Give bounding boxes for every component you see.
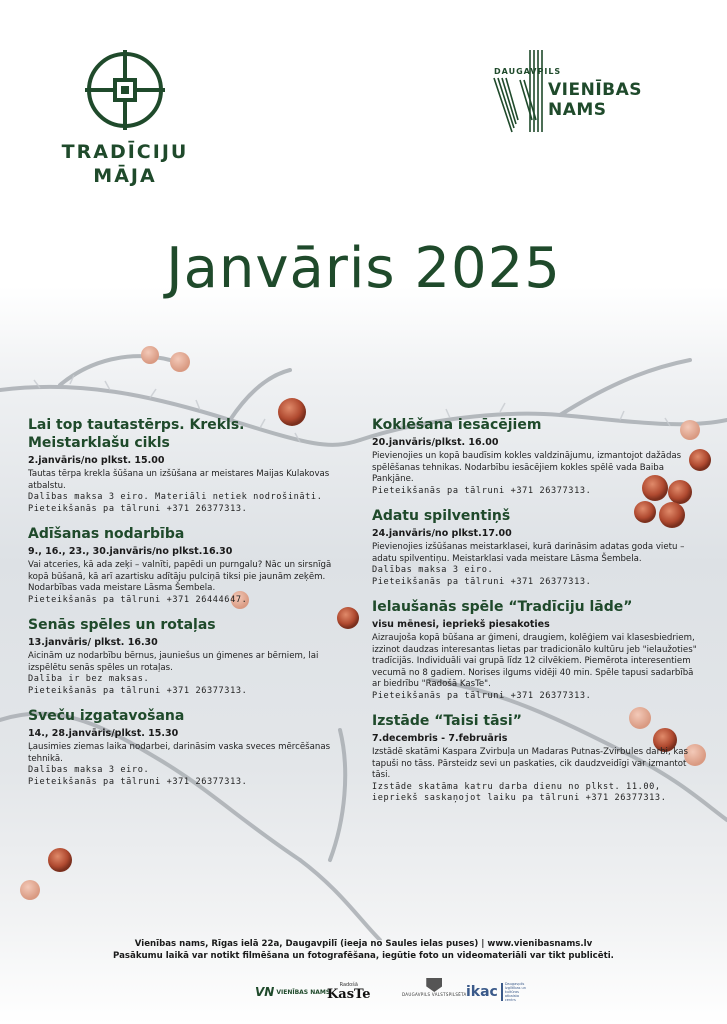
vienibas-nams-city: DAUGAVPILS [494,67,562,76]
event-description: Izstādē skatāmi Kaspara Zvirbuļa un Madaras Putnas-Zvirbules darbi, kas tapuši no tāss. Pārsteidz sevi un paskaties, cik daudzveidīgi var izmantot tāsi. [372,747,688,780]
event-note: Pieteikšanās pa tālruni +371 26444647. [28,594,248,605]
event-title: Ielaušanās spēle “Tradīciju lāde” [372,599,633,615]
event-title: Lai top tautastērps. Krekls. Meistarklašu cikls [28,417,245,451]
event-description: Ļausimies ziemas laika nodarbei, darināsim vaska sveces mērcēšanas tehnikā. [28,742,331,764]
event-note: Dalības maksa 3 eiro. [372,565,494,575]
event-date: visu mēnesi, iepriekš piesakoties [372,619,550,630]
partner-logos [0,978,727,1008]
event-date: 7.decembris - 7.februāris [372,733,508,744]
event-title: Koklēšana iesācējiem [372,417,542,433]
vienibas-nams-name: VIENĪBAS NAMS [548,80,643,120]
event-title: Sveču izgatavošana [28,708,185,724]
footer [0,938,727,962]
event-note: Izstāde skatāma katru darba dienu no plkst. 11.00, iepriekš saskaņojot laiku pa tālruni +371 26377313. [372,781,667,803]
event-note: Pieteikšanās pa tālruni +371 26377313. [372,485,592,496]
event-description: Aicinām uz nodarbību bērnus, jauniešus un ģimenes ar bērniem, lai izspēlētu senās spēles un rotaļas. [28,651,319,673]
event-note: Pieteikšanās pa tālruni +371 26377313. [28,503,248,514]
footer-address: Vienības nams, Rīgas ielā 22a, Daugavpilī (ieeja no Saules ielas puses) | www.vienibasnams.lv [134,939,593,949]
partner-radosa-kaste-logo [327,978,371,1006]
event-description: Pievienojies izšūšanas meistarklasei, kurā darināsim adatas goda vietu – adatu spilventiņu. Meistarklasi vada meistare Lāsma Šembela. [372,542,685,564]
event-note: Pieteikšanās pa tālruni +371 26377313. [28,685,248,696]
event-koklesana [372,416,702,497]
event-description: Vai atceries, kā ada zeķi – valnīti, papēdi un purngalu? Nāc un sirsnīgā kopā būšanā, kā arī azartisku adītāju pulciņā tiksi pie jaunām zeķēm. Nodarbības vada meistare Lāsma Šembela. [28,560,332,593]
tradiciju-maja-logo [60,48,190,188]
events-left-column [28,416,348,798]
event-description: Tautas tērpa krekla šūšana un izšūšana ar meistares Maijas Kulakovas atbalstu. [28,469,330,491]
event-tradiciju-lade [372,598,702,702]
kaste-small-text: Radošā [339,982,358,988]
footer-disclaimer: Pasākumu laikā var notikt filmēšana un fotografēšana, iegūtie foto un videomateriāli var tikt publicēti. [113,951,614,961]
event-title: Adatu spilventiņš [372,508,511,524]
event-description: Aizraujoša kopā būšana ar ģimeni, draugiem, kolēģiem vai klasesbiedriem, izzinot daudzas interesantas lietas par tradicionālo kultūru jeb "ielaužoties" tradīcijās. Individuāli vai grupā līdz 12 cilvēkiem. Piemērota interesentiem vecumā no 8 gadiem. Norises ilgums vidēji 40 min. Spēle tapusi sadarbībā ar biedrību "Radošā KasTe". [372,633,697,689]
vn-mark: VN [255,985,275,999]
event-adisana [28,525,348,606]
event-date: 14., 28.janvāris/plkst. 15.30 [28,728,179,739]
event-senas-speles [28,616,348,697]
event-svecu-izgatavosana [28,707,348,788]
kaste-main-text: KasTe [327,987,371,1002]
event-title: Izstāde “Taisi tāsi” [372,713,522,729]
event-date: 2.janvāris/no plkst. 15.00 [28,455,165,466]
event-date: 20.janvāris/plkst. 16.00 [372,437,499,448]
vn-monogram-icon [492,50,552,140]
event-note: Dalība ir bez maksas. [28,674,150,684]
partner-ikac-logo [466,978,527,1006]
vienibas-nams-logo [492,50,672,140]
event-note: Pieteikšanās pa tālruni +371 26377313. [372,690,592,701]
event-note: Pieteikšanās pa tālruni +371 26377313. [28,776,248,787]
ikac-divider [501,983,503,1001]
event-tautasterps [28,416,348,515]
ikac-text: ikac [466,984,498,1000]
coat-of-arms-icon [426,978,442,992]
events-right-column [372,416,702,815]
tradiciju-maja-wordmark: TRADĪCIJU MĀJA [61,141,189,187]
sun-cross-icon [83,48,167,132]
daugavpils-text: DAUGAVPILS VALSTSPILSĒTA [402,992,467,997]
event-title: Senās spēles un rotaļas [28,617,216,633]
event-note: Pieteikšanās pa tālruni +371 26377313. [372,576,592,587]
event-date: 9., 16., 23., 30.janvāris/no plkst.16.30 [28,546,233,557]
event-note: Dalības maksa 3 eiro. Materiāli netiek nodrošināti. [28,492,323,502]
vn-text: VIENĪBAS NAMS [276,988,331,996]
ikac-small-text: Daugavpils Izglītības un kultūras atbalsta centrs [504,982,526,1002]
event-note: Dalības maksa 3 eiro. [28,765,150,775]
page-title: Janvāris 2025 [166,236,561,301]
event-izstade-taisi-tasi [372,712,702,805]
event-date: 24.janvāris/no plkst.17.00 [372,528,512,539]
event-description: Pievienojies un kopā baudīsim kokles valdzinājumu, izmantojot dažādas spēlēšanas tehnikas. Nodarbību iesācējiem kokles spēlē vada Baiba Pankjāne. [372,451,682,484]
partner-vienibas-nams-logo [255,978,330,1006]
event-title: Adīšanas nodarbība [28,526,185,542]
event-date: 13.janvāris/ plkst. 16.30 [28,637,158,648]
event-adatu-spilventins [372,507,702,588]
partner-daugavpils-logo [402,978,467,1006]
